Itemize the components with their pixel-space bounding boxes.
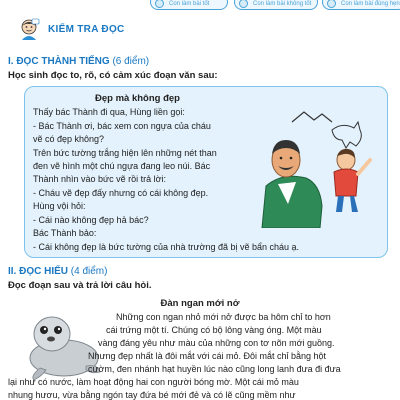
section-2-title — [8, 266, 107, 277]
reading-line: lại như có nước, làm hoạt động hai con người bóng mờ. Một cái mỏ màu — [8, 377, 299, 387]
tab-not-good-label: Con làm bài không tốt — [253, 1, 312, 7]
student-mascot-icon — [18, 18, 40, 40]
story-line: - Cái nào không đẹp hả bác? — [33, 215, 149, 225]
reading-line: Nhưng đẹp nhất là đôi mắt với cái mỏ. Đôi mắt chỉ bằng hột — [88, 351, 327, 361]
reading-line: vàng đáng yêu như màu của những con tơ nõn mới guồng. — [98, 338, 335, 348]
tab-good-label: Con làm bài tốt — [169, 1, 210, 7]
story-line: - Cháu vẽ đẹp đấy nhưng có cái không đẹp. — [33, 188, 209, 198]
section-2-heading: II. ĐỌC HIỂU — [8, 266, 69, 277]
story-line: - Bác Thành ơi, bác xem con ngựa của cháu — [33, 121, 211, 131]
pencil-icon — [239, 0, 248, 8]
reading-title: Đàn ngan mới nở — [160, 298, 240, 309]
story-line: vẽ có đẹp không? — [33, 134, 105, 144]
story-line: Thành nhìn vào bức vẽ rồi trả lời: — [33, 174, 166, 184]
tab-on-time[interactable] — [322, 0, 400, 10]
story-line: Hùng vội hỏi: — [33, 201, 86, 211]
section-header — [18, 18, 218, 42]
reading-line: cái trứng một tí. Chúng có bộ lông vàng óng. Một màu — [106, 325, 322, 335]
section-2-instruction: Đọc đoạn sau và trả lời câu hỏi. — [8, 280, 152, 291]
man-and-boy-illustration — [258, 108, 386, 228]
tab-on-time-label: Con làm bài đúng hẹn — [341, 1, 400, 7]
story-title: Đẹp mà không đẹp — [95, 93, 180, 104]
baby-seal-illustration — [22, 306, 102, 386]
story-line: - Cái không đẹp là bức tường của nhà trường đã bị vẽ bẩn cháu ạ. — [33, 242, 300, 252]
tab-good[interactable] — [150, 0, 228, 10]
story-line: Trên bức tường trắng hiện lên những nét than — [33, 148, 217, 158]
story-line: Bác Thành bảo: — [33, 228, 97, 238]
section-1-points: (6 điểm) — [112, 56, 150, 67]
tab-not-good[interactable] — [234, 0, 318, 10]
reading-line: cườm, đen nhánh hạt huyền lúc nào cũng long lanh đưa đi đưa — [88, 364, 341, 374]
story-line: đen vẽ hình một chú ngựa đang leo núi. Bác — [33, 161, 211, 171]
section-2-points: (4 điểm) — [70, 266, 108, 277]
reading-line: nhung hươu, vừa bằng ngón tay đứa bé mới đẻ và có lẽ cũng mềm như — [8, 390, 296, 400]
top-tab-strip — [0, 0, 400, 14]
story-line: Thấy bác Thành đi qua, Hùng liền gọi: — [33, 107, 185, 117]
page-title: KIỂM TRA ĐỌC — [48, 24, 125, 35]
pencil-icon — [155, 0, 164, 8]
section-1-heading: I. ĐỌC THÀNH TIẾNG — [8, 56, 110, 67]
section-1-instruction: Học sinh đọc to, rõ, có cảm xúc đoạn văn sau: — [8, 70, 218, 81]
reading-line: Những con ngan nhỏ mới nở được ba hôm chỉ to hơn — [116, 312, 331, 322]
pencil-icon — [327, 0, 336, 8]
section-1-title — [8, 56, 149, 67]
